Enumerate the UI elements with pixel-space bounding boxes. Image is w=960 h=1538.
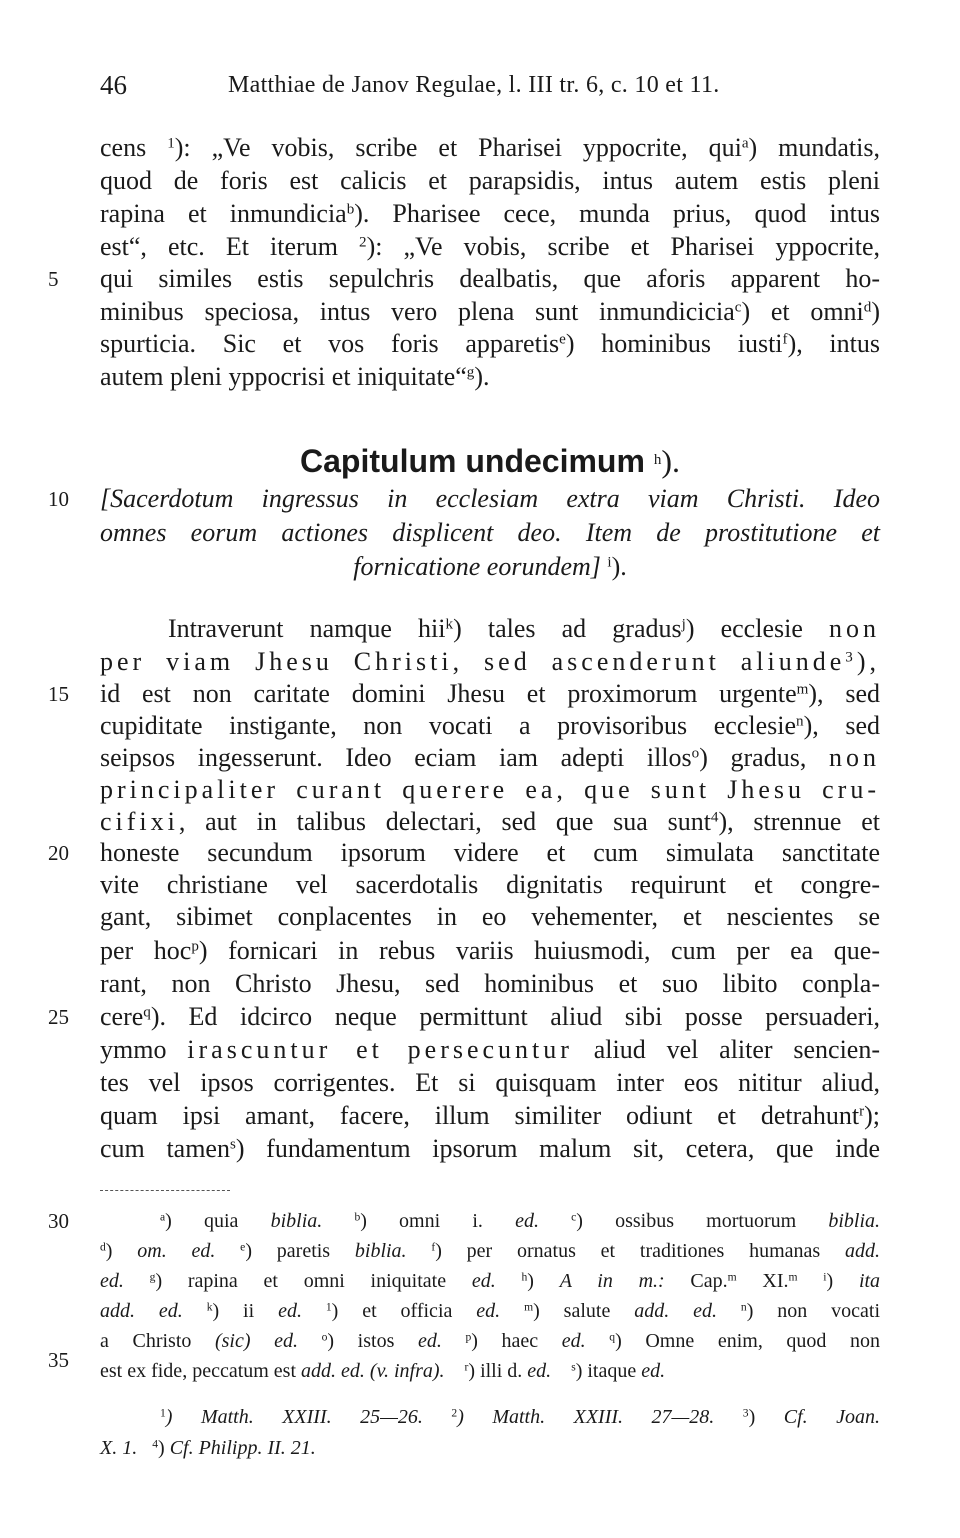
footnote-line: est ex fide, peccatum est add. ed. (v. infra). $^r$) illi d. ed. $^s$) itaque ed.: [100, 1360, 666, 1382]
page-number: 46: [100, 70, 127, 100]
source-reference-line: X. 1. $^4$) Cf. Philipp. II. 21.: [100, 1437, 316, 1459]
summary-line: [Sacerdotum ingressus in ecclesiam extra viam Christi. Ideo: [100, 484, 880, 513]
text-line: principaliter curant querere ea, que sunt Jhesu cru-: [100, 775, 880, 804]
text-line: rant, non Christo Jhesu, sed hominibus et suo libito conpla-: [100, 969, 880, 998]
text-line: cens $^1$): „Ve vobis, scribe et Pharisei yppocrite, qui$^a$) mundatis,: [100, 133, 880, 162]
source-reference-line: $^1$) Matth. XXIII. 25—26. $^2$) Matth. XXIII. 27—28. $^3$) Cf. Joan.: [160, 1406, 880, 1428]
line-number-10: 10: [48, 487, 69, 511]
text-line: qui similes estis sepulchris dealbatis, que aforis apparent ho-: [100, 264, 880, 293]
footnote-line: ed. $^g$) rapina et omni iniquitate ed. $^h$) A in m.: Cap.$^m$ XI.$^m$ $^i$) ita: [100, 1270, 881, 1292]
line-number-30: 30: [48, 1209, 69, 1233]
text-line: cupiditate instigante, non vocati a provisoribus ecclesie$^n$), sed: [100, 711, 880, 740]
text-line: id est non caritate domini Jhesu et proximorum urgente$^m$), sed: [100, 679, 880, 708]
footnote-line: $^d$) om. ed. $^e$) paretis biblia. $^f$) per ornatus et traditiones humanas add.: [100, 1240, 881, 1262]
text-line: honeste secundum ipsorum videre et cum simulata sanctitate: [100, 838, 880, 867]
text-line: per viam Jhesu Christi, sed ascenderunt aliunde$^3$),: [100, 647, 880, 676]
footnote-divider: [100, 1190, 230, 1191]
line-number-35: 35: [48, 1348, 69, 1372]
footnote-line: $^a$) quia biblia. $^b$) omni i. ed. $^c$) ossibus mortuorum biblia.: [160, 1210, 881, 1232]
line-number-15: 15: [48, 682, 69, 706]
text-line: per hoc$^p$) fornicari in rebus variis huiusmodi, cum per ea que-: [100, 936, 880, 965]
text-line: gant, sibimet conplacentes in eo vehementer, et nescientes se: [100, 902, 880, 931]
text-line: quam ipsi amant, facere, illum similiter odiunt et detrahunt$^r$);: [100, 1101, 880, 1130]
text-line: vite christiane vel sacerdotalis dignitatis requirunt et congre-: [100, 870, 880, 899]
summary-line: fornicatione eorundem] $^i$).: [353, 552, 627, 581]
text-line: spurticia. Sic et vos foris apparetis$^e$) hominibus iusti$^f$), intus: [100, 329, 880, 358]
text-line: quod de foris est calicis et parapsidis, intus autem estis pleni: [100, 166, 880, 195]
text-line: ymmo irascuntur et persecuntur aliud vel aliter sencien-: [100, 1035, 881, 1064]
text-line: cifixi, aut in talibus delectari, sed que sua sunt$^4$), strennue et: [100, 807, 880, 836]
text-line: cum tamen$^s$) fundamentum ipsorum malum sit, cetera, que inde: [100, 1134, 880, 1163]
line-number-25: 25: [48, 1005, 69, 1029]
line-number-5: 5: [48, 267, 59, 291]
text-line: Intraverunt namque hii$^k$) tales ad gradus$^j$) ecclesie non: [168, 614, 880, 643]
line-number-20: 20: [48, 841, 69, 865]
running-head: Matthiae de Janov Regulae, l. III tr. 6, c. 10 et 11.: [228, 72, 720, 98]
chapter-title: Capitulum undecimum $^h$).: [300, 443, 680, 479]
summary-line: omnes eorum actiones displicent deo. Item de prostitutione et: [100, 518, 880, 547]
page-header: [100, 70, 880, 106]
text-line: est“, etc. Et iterum $^2$): „Ve vobis, scribe et Pharisei yppocrite,: [100, 232, 881, 261]
text-line: tes vel ipsos corrigentes. Et si quisquam inter eos nititur aliud,: [100, 1068, 880, 1097]
text-line: rapina et inmundicia$^b$). Pharisee cece, munda prius, quod intus: [100, 199, 881, 228]
text-line: autem pleni yppocrisi et iniquitate“$^g$).: [100, 362, 490, 391]
text-line: cere$^q$). Ed idcirco neque permittunt aliud sibi posse persuaderi,: [100, 1002, 880, 1031]
text-line: minibus speciosa, intus vero plena sunt inmundicicia$^c$) et omni$^d$): [100, 297, 880, 326]
text-line: seipsos ingesserunt. Ideo eciam iam adepti illos$^o$) gradus, non: [100, 743, 881, 772]
footnote-line: a Christo (sic) ed. $^o$) istos ed. $^p$) haec ed. $^q$) Omne enim, quod non: [100, 1330, 881, 1352]
footnote-line: add. ed. $^k$) ii ed. $^1$) et officia ed. $^m$) salute add. ed. $^n$) non vocati: [100, 1300, 881, 1322]
